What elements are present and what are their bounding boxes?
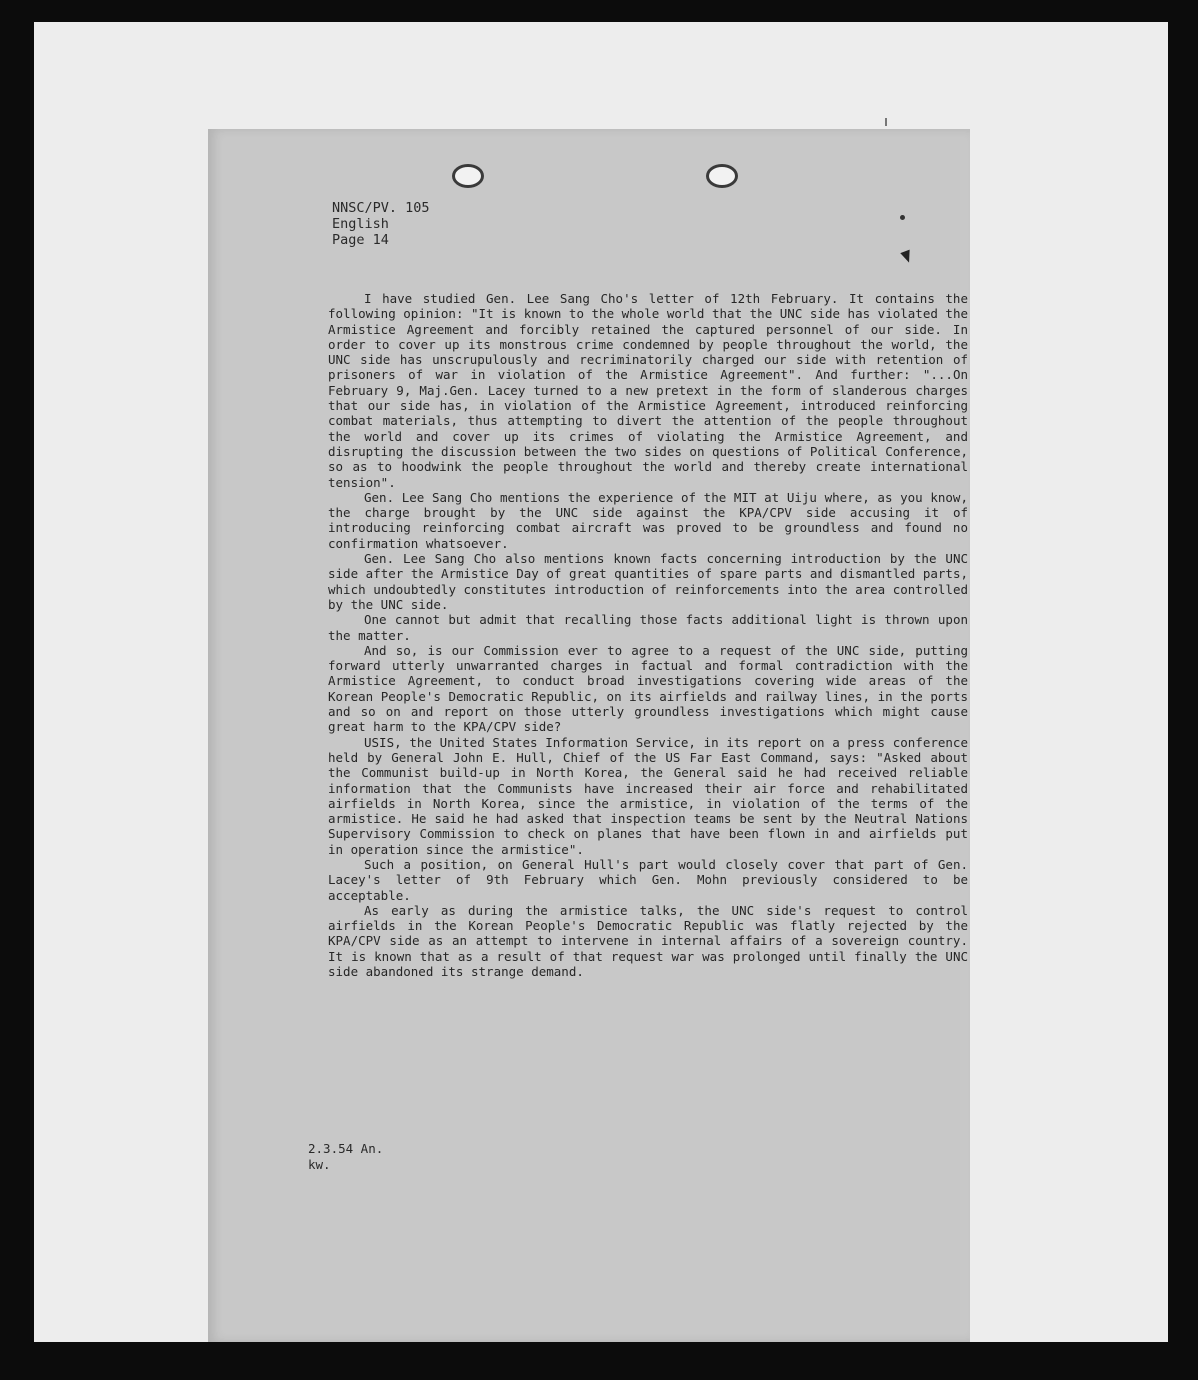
body-paragraph: As early as during the armistice talks, the UNC side's request to control airfields in the Korean People's Democratic Republic was flatly rejected by the KPA/CPV side as an attempt to intervene in internal affairs of a sovereign country. It is known that as a result of that request war was prolonged until finally the UNC side abandoned its strange demand. — [328, 902, 968, 980]
body-paragraph: Gen. Lee Sang Cho mentions the experience of the MIT at Uiju where, as you know, the charge brought by the UNC side against the KPA/CPV side accusing it of introducing reinforcing combat aircraft was proved to be groundless and found no confirmation whatsoever. — [328, 489, 968, 551]
document-body — [328, 291, 968, 979]
document-language: English — [332, 216, 389, 232]
document-reference: NNSC/PV. 105 — [332, 200, 430, 216]
ink-speck — [900, 250, 914, 265]
document-page — [208, 129, 970, 1342]
punch-hole-left — [452, 164, 484, 188]
body-paragraph: And so, is our Commission ever to agree to a request of the UNC side, putting forward utterly unwarranted charges in factual and formal contradiction with the Armistice Agreement, to conduct broad investigations covering wide areas of the Korean People's Democratic Republic, on its airfields and railway lines, in the ports and so on and report on those utterly groundless investigations which might cause great harm to the KPA/CPV side? — [328, 642, 968, 735]
body-paragraph: Gen. Lee Sang Cho also mentions known facts concerning introduction by the UNC side after the Armistice Day of great quantities of spare parts and dismantled parts, which undoubtedly constitutes introduction of reinforcements into the area controlled by the UNC side. — [328, 551, 968, 612]
footer-date: 2.3.54 An. — [308, 1141, 384, 1156]
body-paragraph: One cannot but admit that recalling those facts additional light is thrown upon the matter. — [328, 612, 968, 643]
ink-speck — [900, 215, 905, 220]
footer-initials: kw. — [308, 1157, 331, 1172]
body-paragraph: I have studied Gen. Lee Sang Cho's letter of 12th February. It contains the following opinion: "It is known to the whole world that the UNC side has violated the Armistice Agreement and forcibly retained the captured personnel of our side. In order to cover up its monstrous crime condemned by people throughout the world, the UNC side has unscrupulously and recriminatorily charged our side with retention of prisoners of war in violation of the Armistice Agreement". And further: "...On February 9, Maj.Gen. Lacey turned to a new pretext in the form of slanderous charges that our side has, in violation of the Armistice Agreement, introduced reinforcing combat materials, thus attempting to divert the attention of the people throughout the world and cover up its crimes of violating the Armistice Agreement, and disrupting the discussion between the two sides on questions of Political Conference, so as to hoodwink the people throughout the world and thereby create international tension". — [328, 291, 968, 490]
page-number: Page 14 — [332, 232, 389, 248]
punch-hole-right — [706, 164, 738, 188]
body-paragraph: Such a position, on General Hull's part would closely cover that part of Gen. Lacey's letter of 9th February which Gen. Mohn previously considered to be acceptable. — [328, 856, 968, 903]
scan-mark — [885, 118, 887, 126]
body-paragraph: USIS, the United States Information Service, in its report on a press conference held by General John E. Hull, Chief of the US Far East Command, says: "Asked about the Communist build-up in North Korea, the General said he had received reliable information that the Communists have increased their air force and rehabilitated airfields in North Korea, since the armistice, in violation of the terms of the armistice. He said he had asked that inspection teams be sent by the Neutral Nations Supervisory Commission to check on planes that have been flown in and airfields put in operation since the armistice". — [328, 734, 968, 857]
document-footer — [308, 1141, 383, 1173]
document-header — [332, 200, 430, 248]
